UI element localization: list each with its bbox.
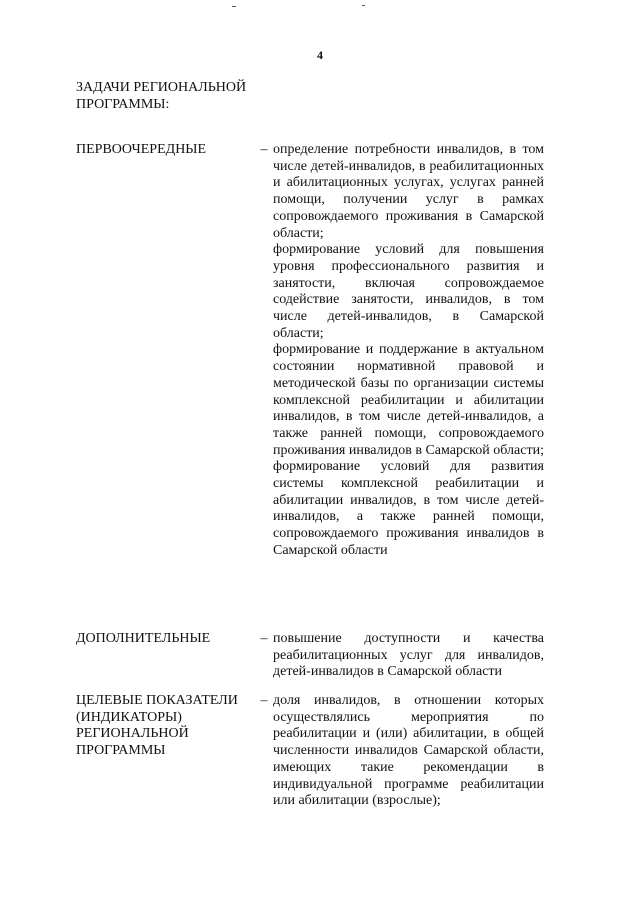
page-number: 4 bbox=[317, 48, 323, 62]
primary-task-item: формирование условий для повышения уровня профессионального развития и занятости, включая сопровождаемое содействие занятости, инвалидов, в том числе детей-инвалидов, в Самарской области; bbox=[273, 242, 544, 341]
additional-task-item: повышение доступности и качества реабилитационных услуг для инвалидов, детей-инвалидов в Самарской области bbox=[273, 631, 544, 680]
scan-artifact bbox=[232, 6, 236, 7]
primary-task-item: формирование и поддержание в актуальном состоянии нормативной правовой и методической базы по организации системы комплексной реабилитации и абилитации инвалидов, в том числе детей-инвалидов, а также ранней помощи, сопровождаемого проживания инвалидов в Самарской области; bbox=[273, 342, 544, 458]
primary-tasks-content bbox=[273, 142, 544, 560]
primary-tasks-label: ПЕРВООЧЕРЕДНЫЕ bbox=[76, 142, 207, 157]
indicator-item: доля инвалидов, в отношении которых осуществлялись мероприятия по реабилитации и (или) абилитации, в общей численности инвалидов Самарской области, имеющих такие рекомендации в индивидуальной программе реабилитации или абилитации (взрослые); bbox=[273, 693, 544, 809]
dash-separator: – bbox=[260, 142, 268, 157]
dash-separator: – bbox=[260, 631, 268, 646]
dash-separator: – bbox=[260, 693, 268, 708]
indicators-content bbox=[273, 693, 544, 810]
additional-tasks-content bbox=[273, 631, 544, 681]
indicators-label: ЦЕЛЕВЫЕ ПОКАЗАТЕЛИ (ИНДИКАТОРЫ) РЕГИОНАЛЬНОЙ ПРОГРАММЫ bbox=[76, 693, 238, 759]
primary-task-item: определение потребности инвалидов, в том числе детей-инвалидов, в реабилитационных и абилитационных услугах, услугах ранней помощи, получении услуг в рамках сопровождаемого проживания в Самарской области; bbox=[273, 142, 544, 241]
primary-task-item: формирование условий для развития системы комплексной реабилитации и абилитации инвалидов, в том числе детей-инвалидов, а также ранней помощи, сопровождаемого проживания инвалидов в Самарской области bbox=[273, 459, 544, 558]
scan-artifact bbox=[362, 5, 365, 6]
section-heading: ЗАДАЧИ РЕГИОНАЛЬНОЙ ПРОГРАММЫ: bbox=[76, 80, 247, 112]
additional-tasks-label: ДОПОЛНИТЕЛЬНЫЕ bbox=[76, 631, 211, 646]
